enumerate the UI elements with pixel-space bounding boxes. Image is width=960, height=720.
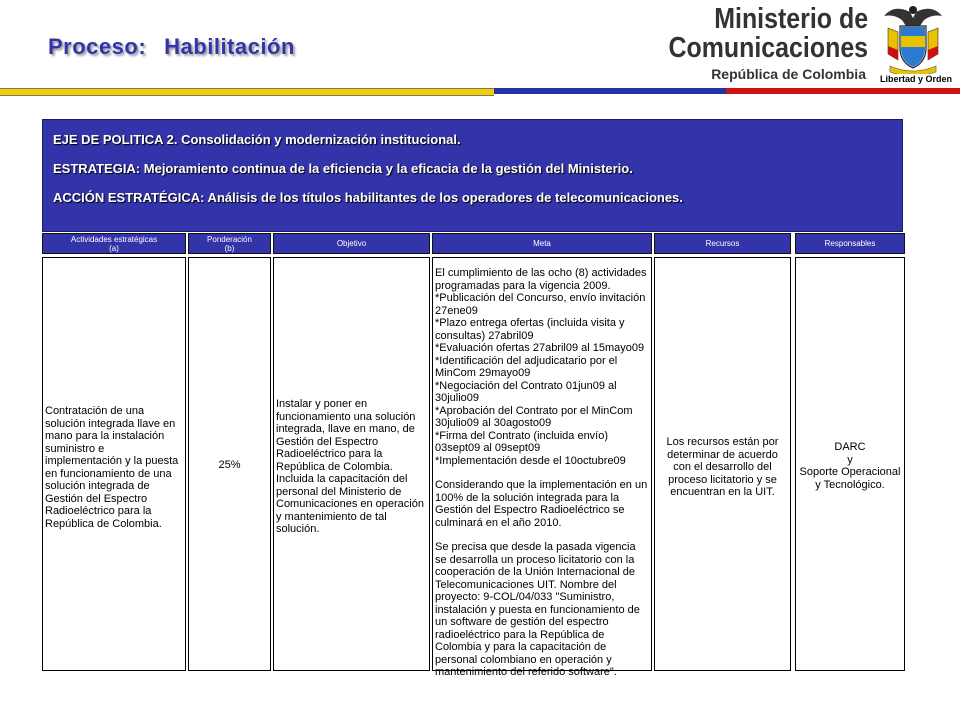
policy-box [42, 119, 903, 232]
header-meta [432, 233, 652, 254]
header-responsables-label: Responsables [824, 239, 876, 248]
flag-stripe-red [726, 88, 960, 94]
meta-text-part1: El cumplimiento de las ocho (8) actividades programadas para la vigencia 2009. *Publicación del Concurso, envío invitación 27ene09 *Plazo entrega ofertas (incluida visita y consultas) 27abril09 *Evaluación ofertas 27abril09 al 15mayo09 *Identificación del adjudicatario por el MinCom 29mayo09 *Negociación del Contrato 01jun09 al 30julio09 *Aprobación del Contrato por el MinCom 30julio09 al 30agosto09 *Firma del Contrato (incluida envío) 03sept09 al 09sept09 *Implementación desde el 10octubre09 [435, 267, 647, 467]
accion-estrategica: ACCIÓN ESTRATÉGICA: Análisis de los títulos habilitantes de los operadores de telecomunicaciones. [53, 190, 683, 205]
ministry-line-2: Comunicaciones [668, 32, 868, 64]
recursos-text: Los recursos están por determinar de acuerdo con el desarrollo del proceso licitatorio y se encuentran en la UIT. [666, 436, 779, 498]
responsables-line1: DARC [834, 441, 866, 453]
header-ponderacion-line1: Ponderación [207, 234, 252, 244]
header-actividades-line2: (a) [109, 243, 119, 253]
header-recursos [654, 233, 791, 254]
flag-stripe-yellow [0, 88, 494, 96]
ministry-line-3: República de Colombia [711, 66, 866, 82]
header-recursos-label: Recursos [705, 239, 740, 248]
header-ponderacion-line2: (b) [224, 243, 235, 253]
responsables-line3: Soporte Operacional y Tecnológico. [799, 466, 901, 491]
ministry-logo-text [636, 4, 868, 82]
eje-de-politica: EJE DE POLITICA 2. Consolidación y modernización institucional. [53, 132, 461, 147]
cell-ponderacion [188, 257, 271, 671]
ministry-line-1: Ministerio de [714, 3, 868, 35]
cell-actividades [42, 257, 186, 671]
page-title [48, 34, 295, 60]
cell-responsables [795, 257, 905, 671]
meta-text-part3: Se precisa que desde la pasada vigencia se desarrolla un proceso licitatorio con la cooperación de la Unión Internacional de Telecomunicaciones UIT. Nombre del proyecto: 9-COL/04/033 "Suministro, instalación y puesta en funcionamiento de un software de gestión del espectro radioeléctrico para la República de Colombia y para la capacitación de personal colombiano en operación y mantenimiento del referido software". [435, 541, 640, 678]
meta-text-part2: Considerando que la implementación en un 100% de la solución integrada para la Gestión del Espectro Radioeléctrico se culminará en el año 2010. [435, 479, 648, 529]
motto-text: Libertad y Orden [880, 74, 953, 84]
estrategia: ESTRATEGIA: Mejoramiento continua de la eficiencia y la eficacia de la gestión del Ministerio. [53, 161, 633, 176]
responsables-line2: y [847, 453, 853, 466]
flag-stripe-blue [494, 88, 726, 94]
title-value: Habilitación [164, 34, 295, 59]
coat-of-arms-icon [880, 2, 953, 88]
header-objetivo [273, 233, 430, 254]
header-ponderacion [188, 233, 271, 254]
title-label: Proceso: [48, 34, 147, 59]
header-objetivo-label: Objetivo [336, 239, 367, 248]
actividades-text: Contratación de una solución integrada llave en mano para la instalación suministro e implementación y la puesta en funcionamiento de una solución integrada de Gestión del Espectro Radioeléctrico para la República de Colombia. [45, 405, 179, 530]
header-actividades [42, 233, 186, 254]
header-responsables [795, 233, 905, 254]
ponderacion-value: 25% [218, 459, 241, 471]
header-meta-label: Meta [533, 239, 551, 248]
cell-recursos [654, 257, 791, 671]
header-actividades-line1: Actividades estratégicas [70, 234, 158, 244]
objetivo-text: Instalar y poner en funcionamiento una solución integrada, llave en mano, de Gestión del Espectro Radioeléctrico para la República de Colombia. Incluida la capacitación del personal del Ministerio de Comunicaciones en operación y mantenimiento de tal solución. [276, 398, 424, 535]
cell-meta [432, 257, 652, 678]
cell-objetivo [273, 257, 430, 671]
